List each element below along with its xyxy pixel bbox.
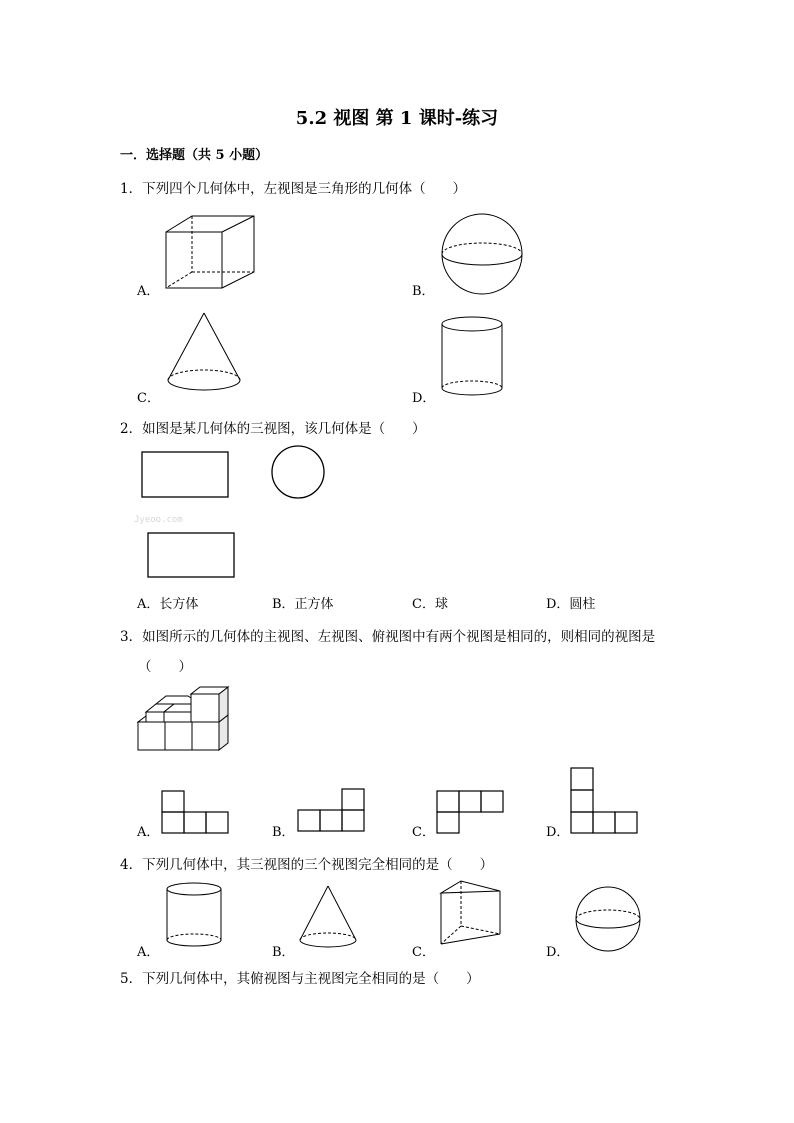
q2-top-view-rectangle (146, 531, 238, 581)
q2-front-view-rectangle (140, 450, 232, 500)
q2-option-d: D．圆柱 (546, 597, 596, 612)
q2-option-c: C．球 (412, 597, 448, 612)
q3-option-b-view (296, 787, 366, 833)
question-4-text: 4．下列几何体中，其三视图的三个视图完全相同的是（ ） (120, 857, 494, 873)
q2-option-a: A．长方体 (137, 597, 199, 612)
q4-cylinder-figure (164, 880, 224, 952)
q1-option-d-label: D． (412, 391, 436, 406)
question-3-text-line2: （ ） (138, 659, 192, 675)
q1-option-b-label: B． (412, 284, 435, 299)
question-3-text-line1: 3．如图所示的几何体的主视图、左视图、俯视图中有两个视图是相同的，则相同的视图是 (120, 629, 656, 645)
q1-option-c-label: C． (137, 391, 160, 406)
q3-option-d-view (569, 766, 639, 836)
watermark: Jyeoo.com (134, 515, 183, 525)
q3-stacked-cubes-figure (136, 686, 234, 756)
q4-option-c-label: C． (412, 945, 435, 960)
question-2-text: 2．如图是某几何体的三视图，该几何体是（ ） (120, 421, 426, 437)
q3-option-c-label: C． (412, 825, 435, 840)
page-title: 5.2 视图 第 1 课时-练习 (295, 108, 499, 129)
q2-side-view-circle (270, 444, 326, 500)
q4-cone-figure (297, 884, 361, 954)
q3-option-d-label: D． (546, 825, 570, 840)
q1-option-a-label: A． (137, 284, 160, 299)
q1-cube-figure (160, 212, 260, 294)
q4-triangular-prism-figure (438, 878, 504, 950)
section-heading: 一．选择题（共 5 小题） (120, 148, 269, 163)
q3-option-c-view (435, 789, 505, 835)
q2-option-b: B．正方体 (272, 597, 334, 612)
q4-sphere-figure (573, 884, 643, 954)
q3-option-b-label: B． (272, 825, 295, 840)
q4-option-d-label: D． (546, 945, 570, 960)
question-5-text: 5．下列几何体中，其俯视图与主视图完全相同的是（ ） (120, 971, 480, 987)
question-1-text: 1．下列四个几何体中，左视图是三角形的几何体（ ） (120, 181, 467, 197)
q3-option-a-label: A． (137, 825, 160, 840)
q1-cylinder-figure (440, 314, 504, 400)
q1-sphere-figure (438, 210, 526, 298)
q4-option-a-label: A． (137, 945, 160, 960)
q4-option-b-label: B． (272, 945, 295, 960)
q3-option-a-view (160, 790, 230, 834)
q1-cone-figure (164, 310, 246, 396)
